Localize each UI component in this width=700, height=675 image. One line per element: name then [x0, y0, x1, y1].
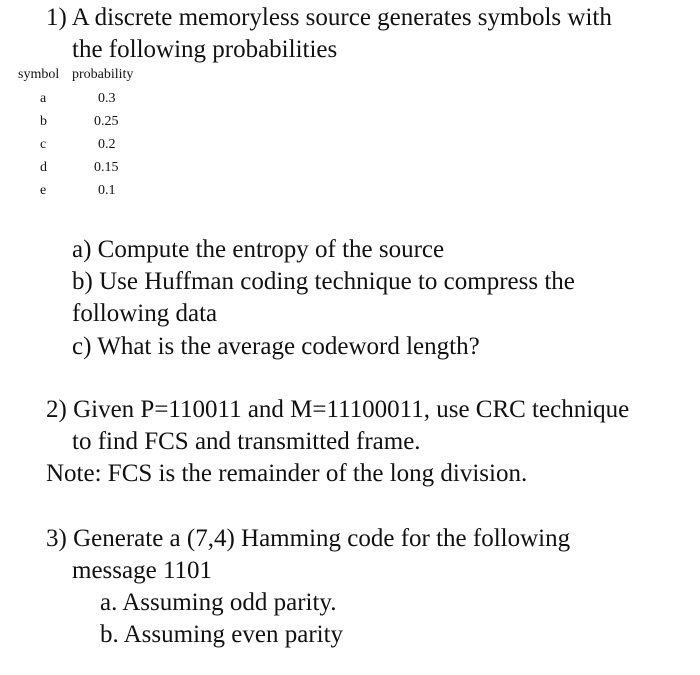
q3-line1: 3) Generate a (7,4) Hamming code for the following — [46, 525, 571, 552]
table-symbol-e: e — [40, 183, 47, 198]
table-symbol-b: b — [40, 114, 47, 129]
q2-line2: to find FCS and transmitted frame. — [72, 428, 421, 455]
q1-part-c: c) What is the average codeword length? — [72, 333, 480, 360]
table-prob-b: 0.25 — [94, 114, 119, 129]
table-symbol-d: d — [40, 160, 47, 175]
q1-line2: the following probabilities — [72, 36, 338, 63]
table-header-symbol: symbol — [18, 67, 60, 82]
q3-line2: message 1101 — [72, 557, 213, 584]
table-header-probability: probability — [72, 67, 134, 82]
q1-part-a: a) Compute the entropy of the source — [72, 236, 445, 263]
q3-part-b: b. Assuming even parity — [100, 621, 344, 648]
q2-note: Note: FCS is the remainder of the long division. — [46, 460, 528, 487]
q3-part-a: a. Assuming odd parity. — [100, 589, 337, 616]
q1-line1: 1) A discrete memoryless source generates symbols with — [46, 4, 612, 31]
table-prob-e: 0.1 — [98, 183, 116, 198]
q1-part-b-cont: following data — [72, 300, 218, 327]
q2-line1: 2) Given P=110011 and M=11100011, use CRC technique — [46, 396, 630, 423]
table-symbol-c: c — [40, 137, 47, 152]
table-prob-d: 0.15 — [94, 160, 119, 175]
table-prob-c: 0.2 — [98, 137, 116, 152]
table-prob-a: 0.3 — [98, 91, 116, 106]
q1-part-b: b) Use Huffman coding technique to compress the — [72, 268, 575, 295]
table-symbol-a: a — [40, 91, 47, 106]
